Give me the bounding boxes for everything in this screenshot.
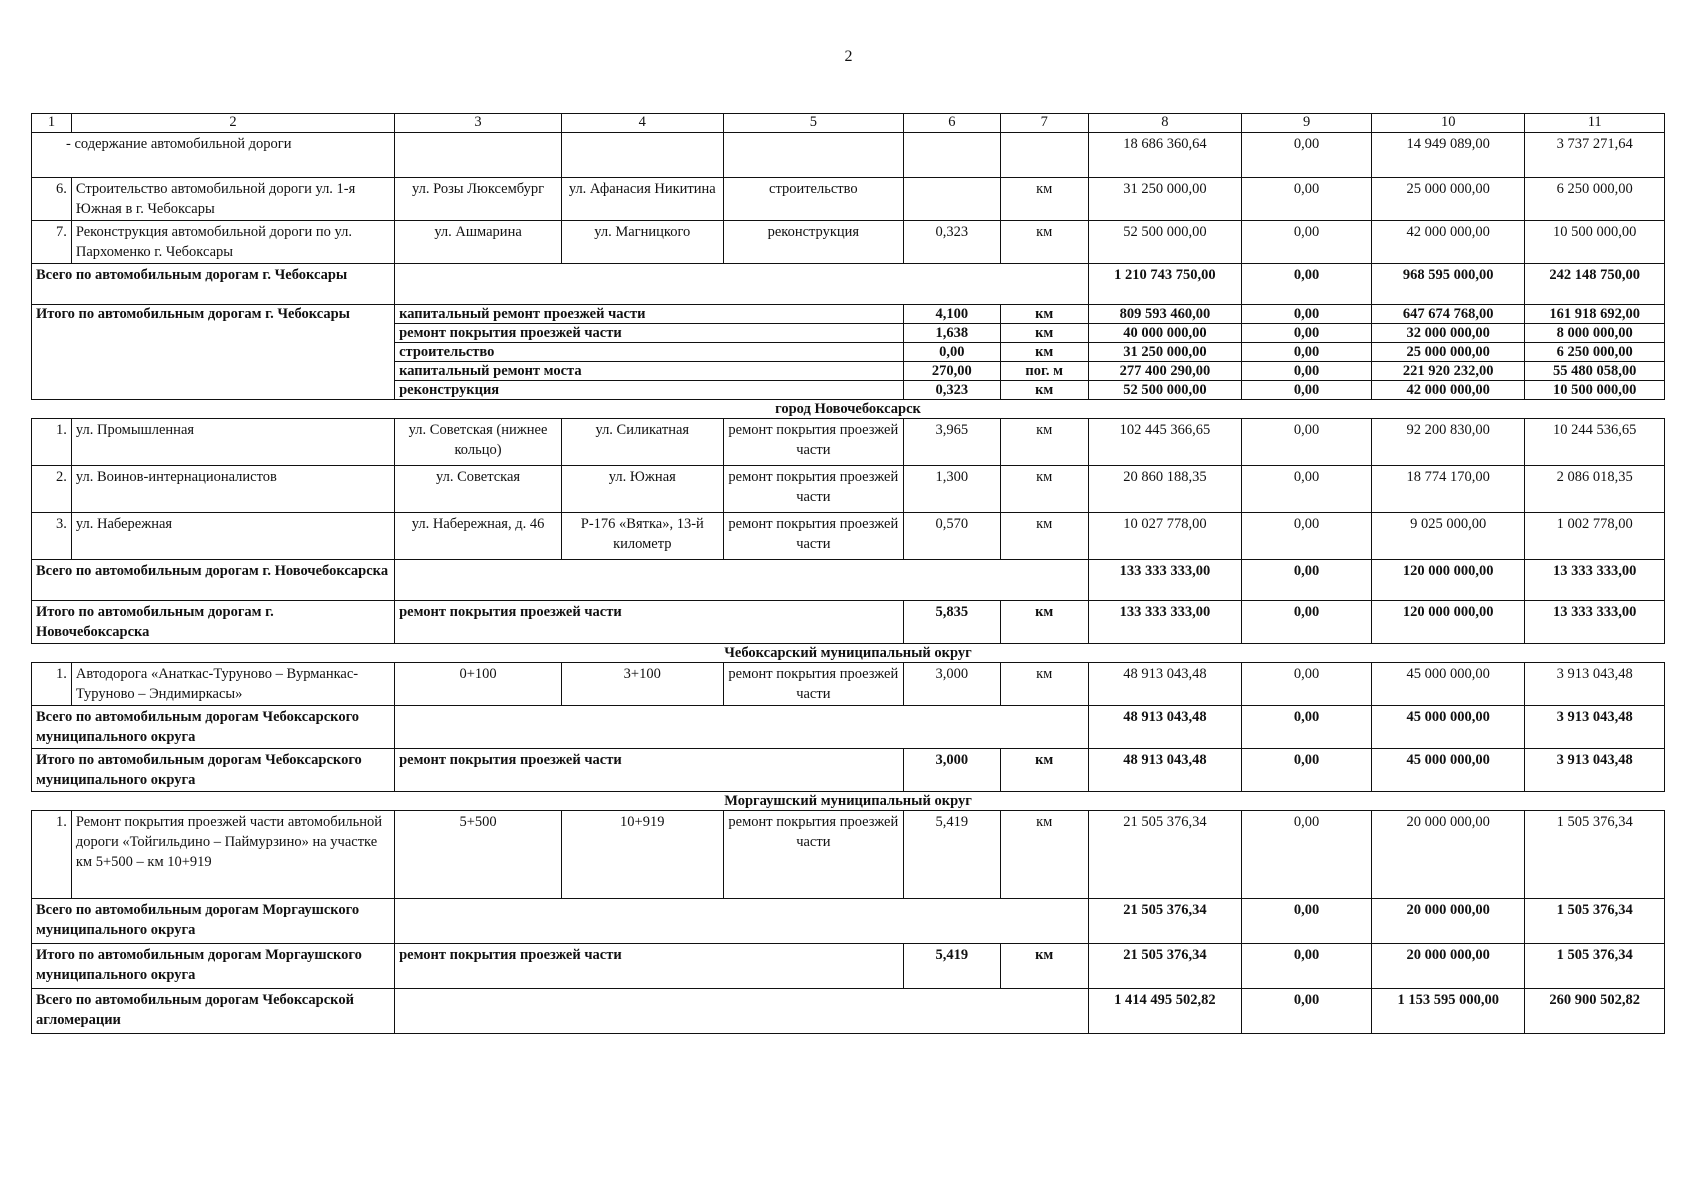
cell-unit: км	[1000, 178, 1088, 221]
cell-length	[904, 178, 1001, 221]
cell-unit: км	[1000, 305, 1088, 324]
cell-work: ремонт покрытия проезжей части	[723, 513, 904, 560]
row-index: 6.	[32, 178, 72, 221]
cell-c8: 102 445 366,65	[1088, 419, 1241, 466]
cell-c9: 0,00	[1242, 513, 1372, 560]
cell-c11: 3 913 043,48	[1525, 749, 1665, 792]
total-row	[32, 305, 1665, 324]
cell-work: ремонт покрытия проезжей части	[723, 663, 904, 706]
total-label: Итого по автомобильным дорогам г. Чебоксары	[32, 305, 395, 400]
col-header: 3	[395, 114, 562, 133]
row-index: 2.	[32, 466, 72, 513]
cell-c8: 52 500 000,00	[1088, 381, 1241, 400]
cell-c9: 0,00	[1242, 381, 1372, 400]
cell-c11: 260 900 502,82	[1525, 989, 1665, 1034]
cell-work: капитальный ремонт моста	[395, 362, 904, 381]
cell-c8: 18 686 360,64	[1088, 133, 1241, 178]
table-row	[32, 663, 1665, 706]
cell-c11: 1 002 778,00	[1525, 513, 1665, 560]
subtotal-label: Всего по автомобильным дорогам г. Новочебоксарска	[32, 560, 395, 601]
cell-work: реконструкция	[395, 381, 904, 400]
cell-c11: 8 000 000,00	[1525, 324, 1665, 343]
cell-c9: 0,00	[1242, 601, 1372, 644]
item-name: ул. Набережная	[71, 513, 394, 560]
cell-c9: 0,00	[1242, 221, 1372, 264]
cell-work: ремонт покрытия проезжей части	[723, 419, 904, 466]
cell-c8: 1 414 495 502,82	[1088, 989, 1241, 1034]
col-header: 6	[904, 114, 1001, 133]
cell-c10: 25 000 000,00	[1372, 178, 1525, 221]
cell-c8: 133 333 333,00	[1088, 601, 1241, 644]
cell-c11: 1 505 376,34	[1525, 944, 1665, 989]
section-title: город Новочебоксарск	[32, 400, 1665, 419]
row-index: 1.	[32, 811, 72, 899]
cell-unit: км	[1000, 324, 1088, 343]
cell-c9: 0,00	[1242, 560, 1372, 601]
section-row	[32, 792, 1665, 811]
cell-to: ул. Южная	[561, 466, 723, 513]
cell-c8: 21 505 376,34	[1088, 899, 1241, 944]
table-row	[32, 221, 1665, 264]
cell-c9: 0,00	[1242, 706, 1372, 749]
cell-c11: 2 086 018,35	[1525, 466, 1665, 513]
table-row	[32, 419, 1665, 466]
cell-c8: 40 000 000,00	[1088, 324, 1241, 343]
cell-length: 3,000	[904, 663, 1001, 706]
page-number: 2	[844, 48, 853, 65]
cell-unit: км	[1000, 811, 1088, 899]
section-title: Чебоксарский муниципальный округ	[32, 644, 1665, 663]
cell-c8: 20 860 188,35	[1088, 466, 1241, 513]
cell-c11: 1 505 376,34	[1525, 899, 1665, 944]
col-header: 7	[1000, 114, 1088, 133]
cell-work: строительство	[723, 178, 904, 221]
cell-unit: км	[1000, 944, 1088, 989]
cell-c9: 0,00	[1242, 811, 1372, 899]
cell-c9: 0,00	[1242, 178, 1372, 221]
cell-c8: 48 913 043,48	[1088, 706, 1241, 749]
col-header: 8	[1088, 114, 1241, 133]
cell-unit: км	[1000, 663, 1088, 706]
cell-c10: 45 000 000,00	[1372, 749, 1525, 792]
cell-c10: 45 000 000,00	[1372, 663, 1525, 706]
cell-c10: 221 920 232,00	[1372, 362, 1525, 381]
cell-c10: 20 000 000,00	[1372, 899, 1525, 944]
subtotal-label: Всего по автомобильным дорогам Чебоксарского муниципального округа	[32, 706, 395, 749]
cell-c9: 0,00	[1242, 362, 1372, 381]
table-row	[32, 466, 1665, 513]
item-name: Строительство автомобильной дороги ул. 1-я Южная в г. Чебоксары	[71, 178, 394, 221]
total-row	[32, 749, 1665, 792]
cell-c9: 0,00	[1242, 989, 1372, 1034]
cell-c8: 809 593 460,00	[1088, 305, 1241, 324]
item-name: Автодорога «Анаткас-Туруново – Вурманкас-Туруново – Эндимиркасы»	[71, 663, 394, 706]
cell-from: 0+100	[395, 663, 562, 706]
cell-to: ул. Афанасия Никитина	[561, 178, 723, 221]
cell-c9: 0,00	[1242, 663, 1372, 706]
table-row	[32, 811, 1665, 899]
cell-c8: 277 400 290,00	[1088, 362, 1241, 381]
cell-c10: 45 000 000,00	[1372, 706, 1525, 749]
cell-c8: 1 210 743 750,00	[1088, 264, 1241, 305]
cell-c10: 32 000 000,00	[1372, 324, 1525, 343]
col-header: 4	[561, 114, 723, 133]
cell-unit: км	[1000, 513, 1088, 560]
item-name: ул. Воинов-интернационалистов	[71, 466, 394, 513]
cell-unit: км	[1000, 343, 1088, 362]
row-index: 1.	[32, 419, 72, 466]
cell-c10: 647 674 768,00	[1372, 305, 1525, 324]
cell-c10: 18 774 170,00	[1372, 466, 1525, 513]
cell-length: 0,570	[904, 513, 1001, 560]
cell-c11: 3 913 043,48	[1525, 663, 1665, 706]
cell-c9: 0,00	[1242, 305, 1372, 324]
cell-length: 1,638	[904, 324, 1001, 343]
cell-from: ул. Советская	[395, 466, 562, 513]
cell-unit: пог. м	[1000, 362, 1088, 381]
item-name: Реконструкция автомобильной дороги по ул. Пархоменко г. Чебоксары	[71, 221, 394, 264]
cell-c8: 31 250 000,00	[1088, 343, 1241, 362]
cell-c10: 92 200 830,00	[1372, 419, 1525, 466]
cell-c10: 42 000 000,00	[1372, 221, 1525, 264]
col-header: 9	[1242, 114, 1372, 133]
cell-c8: 10 027 778,00	[1088, 513, 1241, 560]
cell-length: 3,965	[904, 419, 1001, 466]
total-row	[32, 944, 1665, 989]
cell-length: 0,323	[904, 221, 1001, 264]
cell-c10: 14 949 089,00	[1372, 133, 1525, 178]
cell-work: строительство	[395, 343, 904, 362]
cell-unit: км	[1000, 466, 1088, 513]
cell-c11: 55 480 058,00	[1525, 362, 1665, 381]
cell-to: 3+100	[561, 663, 723, 706]
cell-from: ул. Ашмарина	[395, 221, 562, 264]
cell-length: 4,100	[904, 305, 1001, 324]
cell-c11: 6 250 000,00	[1525, 178, 1665, 221]
cell-to: Р-176 «Вятка», 13-й километр	[561, 513, 723, 560]
cell-c10: 1 153 595 000,00	[1372, 989, 1525, 1034]
subtotal-row	[32, 560, 1665, 601]
section-row	[32, 644, 1665, 663]
cell-c11: 3 913 043,48	[1525, 706, 1665, 749]
cell-work: ремонт покрытия проезжей части	[395, 324, 904, 343]
grand-total-label: Всего по автомобильным дорогам Чебоксарской агломерации	[32, 989, 395, 1034]
cell-unit: км	[1000, 601, 1088, 644]
table-row	[32, 513, 1665, 560]
cell-work: ремонт покрытия проезжей части	[395, 749, 904, 792]
cell-unit: км	[1000, 381, 1088, 400]
col-header: 11	[1525, 114, 1665, 133]
cell-c10: 968 595 000,00	[1372, 264, 1525, 305]
cell-length: 5,835	[904, 601, 1001, 644]
cell-c9: 0,00	[1242, 899, 1372, 944]
cell-c10: 20 000 000,00	[1372, 944, 1525, 989]
cell-from: ул. Советская (нижнее кольцо)	[395, 419, 562, 466]
cell-length: 5,419	[904, 811, 1001, 899]
section-title: Моргаушский муниципальный округ	[32, 792, 1665, 811]
cell-c8: 31 250 000,00	[1088, 178, 1241, 221]
cell-c8: 48 913 043,48	[1088, 749, 1241, 792]
cell-length: 0,00	[904, 343, 1001, 362]
cell-c9: 0,00	[1242, 419, 1372, 466]
cell-unit: км	[1000, 221, 1088, 264]
cell-c11: 10 244 536,65	[1525, 419, 1665, 466]
cell-to: 10+919	[561, 811, 723, 899]
cell-work: реконструкция	[723, 221, 904, 264]
item-name: Ремонт покрытия проезжей части автомобильной дороги «Тойгильдино – Паймурзино» на участке км 5+500 – км 10+919	[71, 811, 394, 899]
cell-c11: 1 505 376,34	[1525, 811, 1665, 899]
total-row	[32, 601, 1665, 644]
subtotal-label: Всего по автомобильным дорогам г. Чебоксары	[32, 264, 395, 305]
subtotal-label: Всего по автомобильным дорогам Моргаушского муниципального округа	[32, 899, 395, 944]
total-label: Итого по автомобильным дорогам Чебоксарского муниципального округа	[32, 749, 395, 792]
cell-c10: 120 000 000,00	[1372, 560, 1525, 601]
cell-c8: 48 913 043,48	[1088, 663, 1241, 706]
cell-c8: 21 505 376,34	[1088, 811, 1241, 899]
cell-length: 1,300	[904, 466, 1001, 513]
cell-c9: 0,00	[1242, 324, 1372, 343]
item-name: - содержание автомобильной дороги	[32, 133, 395, 178]
col-header: 10	[1372, 114, 1525, 133]
row-index: 1.	[32, 663, 72, 706]
cell-c10: 9 025 000,00	[1372, 513, 1525, 560]
cell-unit: км	[1000, 749, 1088, 792]
cell-c9: 0,00	[1242, 749, 1372, 792]
row-index: 3.	[32, 513, 72, 560]
cell-work: ремонт покрытия проезжей части	[723, 811, 904, 899]
cell-length: 3,000	[904, 749, 1001, 792]
grand-total-row	[32, 989, 1665, 1034]
cell-c10: 25 000 000,00	[1372, 343, 1525, 362]
cell-work: ремонт покрытия проезжей части	[723, 466, 904, 513]
cell-length: 270,00	[904, 362, 1001, 381]
cell-c11: 13 333 333,00	[1525, 560, 1665, 601]
cell-c8: 21 505 376,34	[1088, 944, 1241, 989]
cell-from: 5+500	[395, 811, 562, 899]
cell-c10: 120 000 000,00	[1372, 601, 1525, 644]
subtotal-row	[32, 706, 1665, 749]
cell-unit: км	[1000, 419, 1088, 466]
cell-c11: 161 918 692,00	[1525, 305, 1665, 324]
table-row	[32, 178, 1665, 221]
cell-c9: 0,00	[1242, 133, 1372, 178]
cell-c8: 52 500 000,00	[1088, 221, 1241, 264]
column-number-row	[32, 114, 1665, 133]
cell-c11: 242 148 750,00	[1525, 264, 1665, 305]
cell-c9: 0,00	[1242, 944, 1372, 989]
cell-c8: 133 333 333,00	[1088, 560, 1241, 601]
cell-c9: 0,00	[1242, 466, 1372, 513]
cell-length: 5,419	[904, 944, 1001, 989]
row-index: 7.	[32, 221, 72, 264]
cell-from: ул. Набережная, д. 46	[395, 513, 562, 560]
cell-c10: 20 000 000,00	[1372, 811, 1525, 899]
cell-c11: 3 737 271,64	[1525, 133, 1665, 178]
col-header: 5	[723, 114, 904, 133]
cell-to: ул. Магницкого	[561, 221, 723, 264]
cell-work: ремонт покрытия проезжей части	[395, 944, 904, 989]
cell-to: ул. Силикатная	[561, 419, 723, 466]
item-name: ул. Промышленная	[71, 419, 394, 466]
subtotal-row	[32, 899, 1665, 944]
cell-c11: 6 250 000,00	[1525, 343, 1665, 362]
col-header: 2	[71, 114, 394, 133]
cell-c9: 0,00	[1242, 264, 1372, 305]
cell-c9: 0,00	[1242, 343, 1372, 362]
cell-c11: 10 500 000,00	[1525, 381, 1665, 400]
table-row	[32, 133, 1665, 178]
cell-from: ул. Розы Люксембург	[395, 178, 562, 221]
total-label: Итого по автомобильным дорогам г. Новочебоксарска	[32, 601, 395, 644]
section-row	[32, 400, 1665, 419]
cell-work: капитальный ремонт проезжей части	[395, 305, 904, 324]
cell-work: ремонт покрытия проезжей части	[395, 601, 904, 644]
total-label: Итого по автомобильным дорогам Моргаушского муниципального округа	[32, 944, 395, 989]
cell-c11: 10 500 000,00	[1525, 221, 1665, 264]
subtotal-row	[32, 264, 1665, 305]
cell-length: 0,323	[904, 381, 1001, 400]
cell-c11: 13 333 333,00	[1525, 601, 1665, 644]
col-header: 1	[32, 114, 72, 133]
road-works-table	[31, 113, 1665, 1034]
cell-c10: 42 000 000,00	[1372, 381, 1525, 400]
